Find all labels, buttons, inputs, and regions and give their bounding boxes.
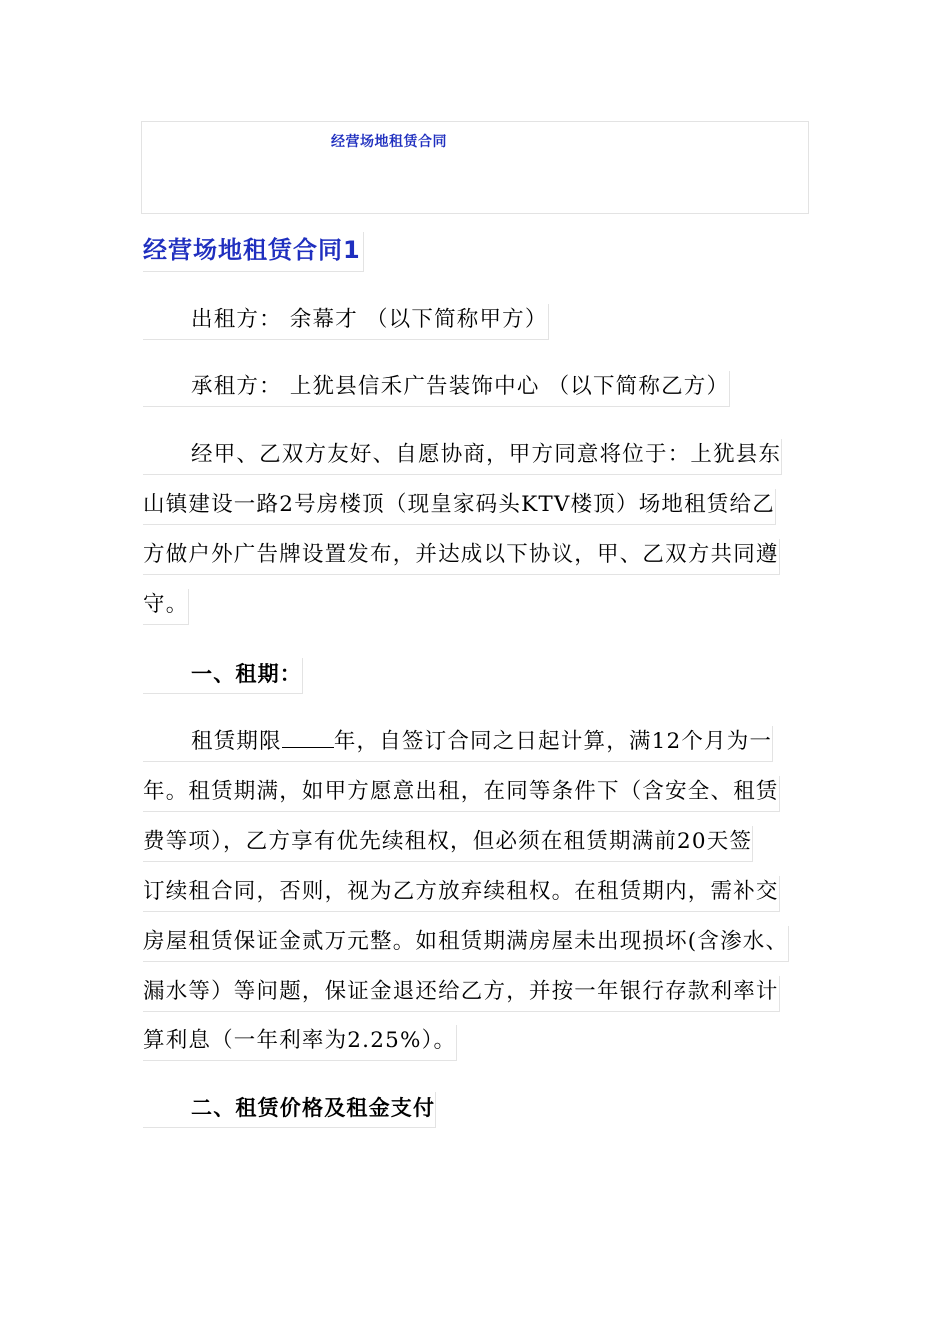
term-line: 年。租赁期满，如甲方愿意出租，在同等条件下（含安全、租赁: [143, 776, 780, 812]
section-heading-term: 一、租期：: [143, 658, 303, 694]
document-title: 经营场地租赁合同1: [143, 232, 364, 272]
term-label: 租赁期限: [191, 729, 282, 754]
term-line: 算利息（一年利率为2.25%）。: [143, 1025, 457, 1061]
section-heading-price: 二、租赁价格及租金支付: [143, 1092, 436, 1128]
intro-line: 守。: [143, 589, 189, 625]
intro-line: 经甲、乙双方友好、自愿协商，甲方同意将位于：上犹县东: [143, 439, 782, 475]
term-line: [143, 726, 773, 762]
header-box: [141, 121, 809, 214]
term-text: 年，自签订合同之日起计算，满12个月为一: [333, 729, 773, 754]
lessor-line: 出租方： 余幕才 （以下简称甲方）: [143, 304, 549, 340]
intro-line: 山镇建设一路2号房楼顶（现皇家码头KTV楼顶）场地租赁给乙: [143, 489, 776, 525]
intro-line: 方做户外广告牌设置发布，并达成以下协议，甲、乙双方共同遵: [143, 539, 780, 575]
lessee-line: 承租方： 上犹县信禾广告装饰中心 （以下简称乙方）: [143, 371, 730, 407]
term-line: 漏水等）等问题，保证金退还给乙方，并按一年银行存款利率计: [143, 976, 780, 1012]
term-line: 费等项），乙方享有优先续租权，但必须在租赁期满前20天签: [143, 826, 753, 862]
header-title: 经营场地租赁合同: [331, 134, 447, 150]
term-line: 订续租合同，否则，视为乙方放弃续租权。在租赁期内，需补交: [143, 876, 780, 912]
term-line: 房屋租赁保证金贰万元整。如租赁期满房屋未出现损坏(含渗水、: [143, 926, 789, 962]
blank-underline: [282, 727, 334, 748]
